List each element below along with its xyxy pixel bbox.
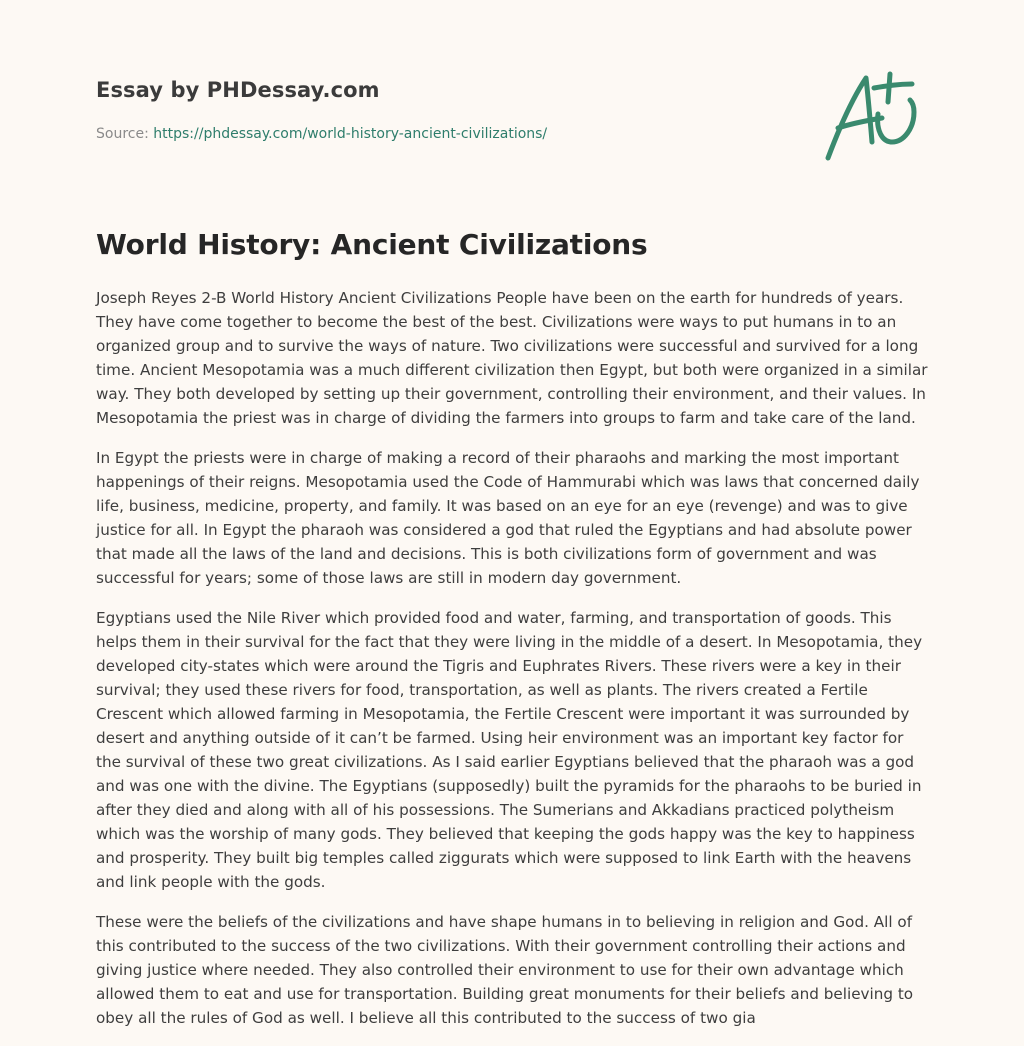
essay-paragraph: In Egypt the priests were in charge of making a record of their pharaohs and marking the most important happenings of their reigns. Mesopotamia used the Code of Hammurabi which was laws that concerned daily life, business, medicine, property, and family. It was based on an eye for an eye (revenge) and was to give justice for all. In Egypt the pharaoh was considered a god that ruled the Egyptians and had absolute power that made all the laws of the land and decisions. This is both civilizations form of government and was successful for years; some of those laws are still in modern day government. [96, 449, 920, 587]
source-line [96, 124, 736, 144]
essay-title: World History: Ancient Civilizations [96, 228, 648, 261]
page-header [96, 76, 736, 144]
essay-paragraph: These were the beliefs of the civilizations and have shape humans in to believing in religion and God. All of this contributed to the success of the two civilizations. With their government controlling their actions and giving justice where needed. They also controlled their environment to use for their own advantage which allowed them to eat and use for transportation. Building great monuments for their beliefs and believing to obey all the rules of God as well. I believe all this contributed to the success of two gia [96, 913, 914, 1027]
a-plus-logo-icon [820, 66, 930, 166]
essay-paragraph: Egyptians used the Nile River which provided food and water, farming, and transportation of goods. This helps them in their survival for the fact that they were living in the middle of a desert. In Mesopotamia, they developed city-states which were around the Tigris and Euphrates Rivers. These rivers were a key in their survival; they used these rivers for food, transportation, as well as plants. The rivers created a Fertile Crescent which allowed farming in Mesopotamia, the Fertile Crescent were important it was surrounded by desert and anything outside of it can’t be farmed. Using heir environment was an important key factor for the survival of these two great civilizations. As I said earlier Egyptians believed that the pharaoh was a god and was one with the divine. The Egyptians (supposedly) built the pyramids for the pharaohs to be buried in after they died and along with all of his possessions. The Sumerians and Akkadians practiced polytheism which was the worship of many gods. They believed that keeping the gods happy was the key to happiness and prosperity. They built big temples called ziggurats which were supposed to link Earth with the heavens and link people with the gods. [96, 609, 923, 891]
site-brand: Essay by PHDessay.com [96, 78, 380, 102]
source-link[interactable]: https://phdessay.com/world-history-ancient-civilizations/ [153, 126, 548, 142]
source-label: Source: [96, 126, 149, 142]
essay-paragraph: Joseph Reyes 2-B World History Ancient Civilizations People have been on the earth for hundreds of years. They have come together to become the best of the best. Civilizations were ways to put humans in to an organized group and to survive the ways of nature. Two civilizations were successful and survived for a long time. Ancient Mesopotamia was a much different civilization then Egypt, but both were organized in a similar way. They both developed by setting up their government, controlling their environment, and their values. In Mesopotamia the priest was in charge of dividing the farmers into groups to farm and take care of the land. [96, 289, 928, 427]
essay-body [96, 286, 930, 1046]
